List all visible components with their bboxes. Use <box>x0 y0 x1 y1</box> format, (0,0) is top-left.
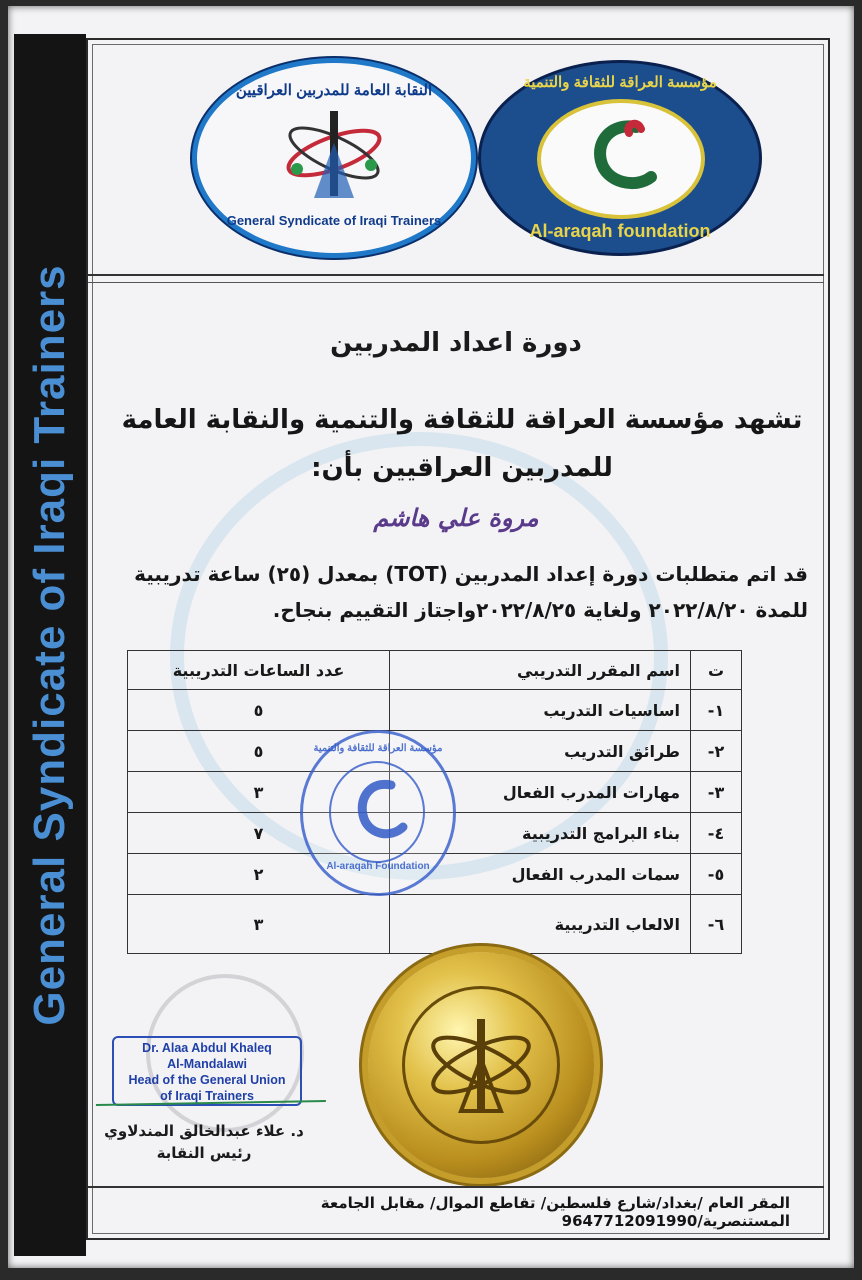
foundation-letter-icon <box>541 103 701 215</box>
side-banner-text: General Syndicate of Iraqi Trainers <box>25 264 74 1026</box>
footer-address: المقر العام /بغداد/شارع فلسطين/ تقاطع الموال/ مقابل الجامعة المستنصرية/9647712091990 <box>320 1194 790 1230</box>
syndicate-logo-english: General Syndicate of Iraqi Trainers <box>226 213 442 228</box>
row-hours: ٣ <box>128 895 390 954</box>
header-course-name: اسم المقرر التدريبي <box>390 651 691 690</box>
recipient-name: مروة علي هاشم <box>373 504 539 532</box>
row-course-name: بناء البرامج التدريبية <box>390 813 691 854</box>
row-num: ٦- <box>691 895 742 954</box>
row-hours: ٥ <box>128 731 390 772</box>
row-hours: ٥ <box>128 690 390 731</box>
table-row <box>128 895 742 954</box>
gold-seal-atom-icon <box>405 989 557 1141</box>
signatory-title: رئيس النقابة <box>156 1144 252 1162</box>
syndicate-logo <box>192 58 476 258</box>
certificate-body-line1: قد اتم متطلبات دورة إعداد المدربين (TOT) بمعدل (٢٥) ساعة تدريبية <box>134 562 808 586</box>
row-num: ٥- <box>691 854 742 895</box>
row-num: ١- <box>691 690 742 731</box>
signatory <box>88 1120 320 1164</box>
signature-stamp-line: Dr. Alaa Abdul Khaleq <box>142 1041 272 1055</box>
header-divider <box>88 274 824 276</box>
header-num: ت <box>691 651 742 690</box>
foundation-stamp-icon <box>331 763 423 861</box>
foundation-logo-english: Al-araqah foundation <box>529 221 711 241</box>
certificate-body <box>118 556 808 628</box>
row-hours: ٣ <box>128 772 390 813</box>
foundation-logo <box>478 60 762 256</box>
gold-seal <box>368 952 594 1178</box>
row-course-name: طرائق التدريب <box>390 731 691 772</box>
syndicate-logo-arabic: النقابة العامة للمدربين العراقيين <box>235 82 433 99</box>
gold-seal-ring <box>402 986 560 1144</box>
foundation-stamp-english: Al-araqah Foundation <box>326 861 430 872</box>
row-course-name: سمات المدرب الفعال <box>390 854 691 895</box>
row-hours: ٧ <box>128 813 390 854</box>
row-course-name: اساسيات التدريب <box>390 690 691 731</box>
table-row <box>128 690 742 731</box>
row-num: ٣- <box>691 772 742 813</box>
signature-stamp-line: of Iraqi Trainers <box>160 1089 254 1103</box>
row-num: ٢- <box>691 731 742 772</box>
signatory-name: د. علاء عبدالخالق المندلاوي <box>104 1122 304 1140</box>
course-title: دورة اعداد المدربين <box>330 328 582 358</box>
row-num: ٤- <box>691 813 742 854</box>
header-hours: عدد الساعات التدريبية <box>128 651 390 690</box>
signature-stamp-line: Al-Mandalawi <box>167 1057 247 1071</box>
foundation-stamp-inner <box>329 761 425 863</box>
signature-stamp-line: Head of the General Union <box>128 1073 286 1087</box>
footer-divider <box>88 1186 824 1188</box>
signature-stamp <box>112 1036 302 1106</box>
foundation-logo-arabic: مؤسسة العراقة للثقافة والتنمية <box>523 74 717 91</box>
atom-icon <box>279 103 389 203</box>
header-divider-thin <box>88 282 824 283</box>
row-course-name: مهارات المدرب الفعال <box>390 772 691 813</box>
certificate-body-line2: للمدة ٢٠٢٢/٨/٢٠ ولغاية ٢٠٢٢/٨/٢٥واجتاز التقييم بنجاح. <box>272 598 808 622</box>
foundation-emblem <box>537 99 705 219</box>
certificate-intro: تشهد مؤسسة العراقة للثقافة والتنمية والنقابة العامة للمدربين العراقيين بأن: <box>121 405 803 483</box>
foundation-stamp <box>300 730 456 896</box>
row-hours: ٢ <box>128 854 390 895</box>
foundation-stamp-arabic: مؤسسة العراقة للثقافة والتنمية <box>313 743 443 754</box>
table-header-row <box>128 651 742 690</box>
row-course-name: الالعاب التدريبية <box>390 895 691 954</box>
